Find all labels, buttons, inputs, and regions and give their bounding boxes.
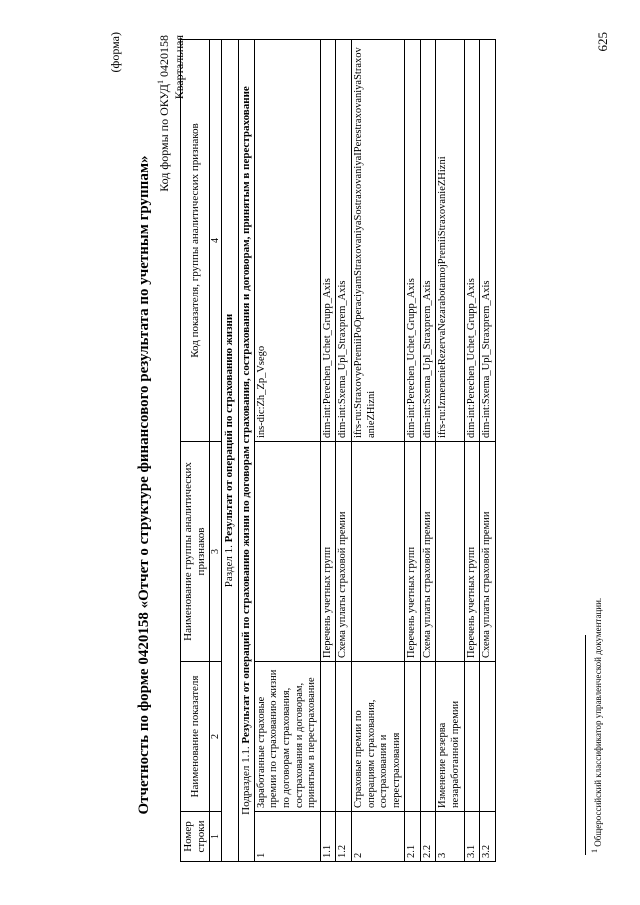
table-row xyxy=(464,40,480,862)
row-number: 1.2 xyxy=(336,812,352,862)
period-label: Квартальная xyxy=(172,35,186,100)
indicator-code: dim-int:Sxema_Upl_Straxprem_Axis xyxy=(336,40,352,442)
section-bold: Результат от операций по страхованию жизни xyxy=(223,313,236,543)
indicator-name: Изменение резерва незаработанной премии xyxy=(436,662,464,812)
footnote-divider xyxy=(585,635,586,855)
row-number: 3.1 xyxy=(464,812,480,862)
group-name: Схема уплаты страховой премии xyxy=(480,442,496,662)
table-row xyxy=(254,40,320,862)
indicator-code: dim-int:Perechen_Uchet_Grupp_Axis xyxy=(320,40,336,442)
subsection-title xyxy=(238,40,254,862)
col-number: 4 xyxy=(210,40,222,442)
okud-code: 0420158 xyxy=(157,35,171,77)
okud-label: Код формы по ОКУД xyxy=(157,84,171,192)
table-row xyxy=(405,40,421,862)
indicator-name xyxy=(336,662,352,812)
subsection-bold: Результат от операций по страхованию жизни по договорам страхования, сострахования и договорам, принятым в перестрахование xyxy=(239,86,252,744)
page-number: 625 xyxy=(595,32,610,52)
group-name: Схема уплаты страховой премии xyxy=(336,442,352,662)
row-number: 2.2 xyxy=(420,812,436,862)
indicator-code: ifrs-ru:StraxovyePremiiPoOperaciyamStraxovaniyaSostraxovaniyaIPerestraxovaniyaStraxovanieZHizni xyxy=(351,40,404,442)
group-name xyxy=(436,442,464,662)
section-title xyxy=(222,40,238,862)
indicator-code: ins-dic:Zh_Zp_Vsego xyxy=(254,40,320,442)
indicator-code: ifrs-ru:IzmenenieRezervaNezarabotannojPremiiStraxovanieZHizni xyxy=(436,40,464,442)
row-number: 3 xyxy=(436,812,464,862)
form-table xyxy=(180,39,496,862)
row-number: 3.2 xyxy=(480,812,496,862)
indicator-code: dim-int:Sxema_Upl_Straxprem_Axis xyxy=(420,40,436,442)
subsection-row xyxy=(238,40,254,862)
indicator-code: dim-int:Perechen_Uchet_Grupp_Axis xyxy=(405,40,421,442)
group-name: Перечень учетных групп xyxy=(464,442,480,662)
subsection-prefix: Подраздел 1.1. xyxy=(239,743,252,815)
footnote-text: Общероссийский классификатор управленческой документации. xyxy=(593,597,603,847)
indicator-name: Страховые премии по операциям страхования, сострахования и перестрахования xyxy=(351,662,404,812)
header-code: Код показателя, группы аналитических признаков xyxy=(181,40,210,442)
col-number: 2 xyxy=(210,662,222,812)
table-row xyxy=(480,40,496,862)
footnote-sup: 1 xyxy=(590,849,599,853)
document-title: Отчетность по форме 0420158 «Отчет о структуре финансового результата по учетным группам» xyxy=(136,155,152,815)
row-number: 1.1 xyxy=(320,812,336,862)
row-number: 2.1 xyxy=(405,812,421,862)
table-row xyxy=(420,40,436,862)
indicator-code: dim-int:Perechen_Uchet_Grupp_Axis xyxy=(464,40,480,442)
indicator-name: Заработанные страховые премии по страхованию жизни по договорам страхования, сострахования и договорам, принятым в перестрахование xyxy=(254,662,320,812)
footnote xyxy=(590,598,603,853)
table-row xyxy=(436,40,464,862)
header-name: Наименование показателя xyxy=(181,662,210,812)
group-name xyxy=(254,442,320,662)
group-name: Перечень учетных групп xyxy=(405,442,421,662)
section-prefix: Раздел 1. xyxy=(223,542,236,588)
section-row xyxy=(222,40,238,862)
col-number: 3 xyxy=(210,442,222,662)
table-row xyxy=(351,40,404,862)
row-number: 2 xyxy=(351,812,404,862)
header-num: Номер строки xyxy=(181,812,210,862)
indicator-name xyxy=(405,662,421,812)
okud-sup: 1 xyxy=(156,80,165,84)
header-row xyxy=(181,40,210,862)
group-name: Схема уплаты страховой премии xyxy=(420,442,436,662)
group-name xyxy=(351,442,404,662)
column-number-row xyxy=(210,40,222,862)
group-name: Перечень учетных групп xyxy=(320,442,336,662)
row-number: 1 xyxy=(254,812,320,862)
okud-line xyxy=(156,35,172,215)
col-number: 1 xyxy=(210,812,222,862)
indicator-code: dim-int:Sxema_Upl_Straxprem_Axis xyxy=(480,40,496,442)
indicator-name xyxy=(420,662,436,812)
indicator-name xyxy=(320,662,336,812)
table-row xyxy=(336,40,352,862)
form-note: (форма) xyxy=(108,32,122,73)
indicator-name xyxy=(480,662,496,812)
header-group: Наименование группы аналитических признаков xyxy=(181,442,210,662)
indicator-name xyxy=(464,662,480,812)
table-row xyxy=(320,40,336,862)
